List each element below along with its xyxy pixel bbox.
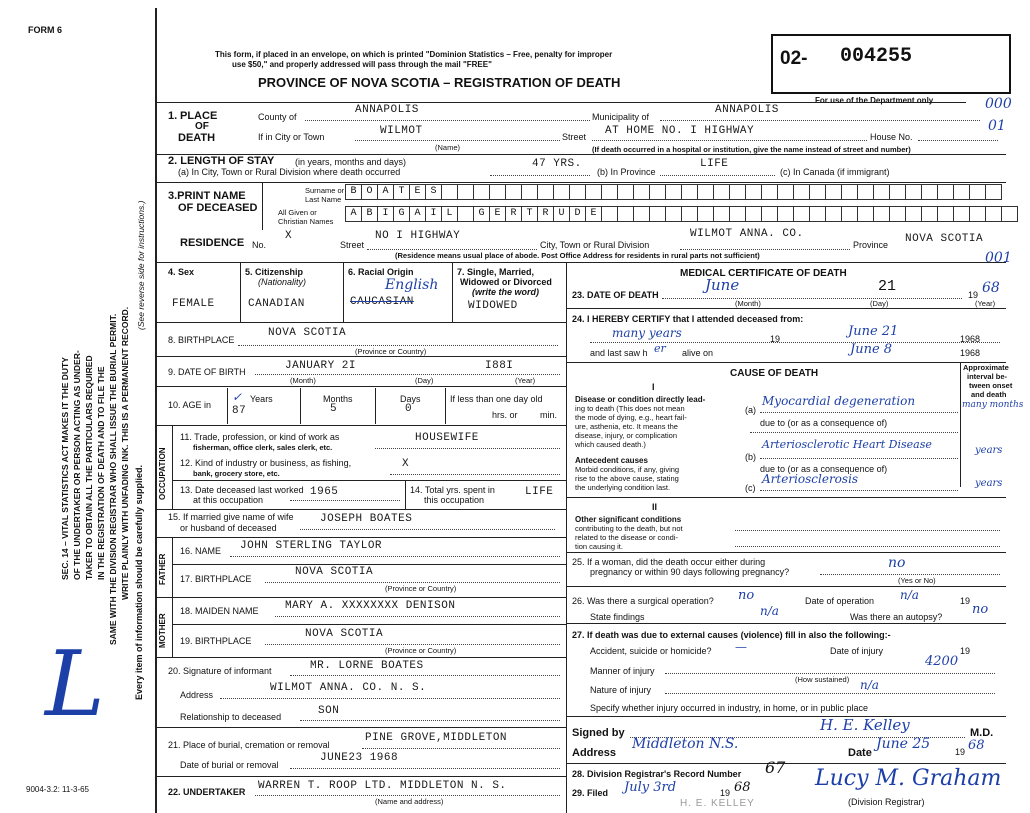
dept-code-1: 000 <box>985 96 1012 112</box>
stay-b-value: LIFE <box>700 158 729 170</box>
given-letter: A <box>409 206 426 222</box>
q25-sublabel: (Yes or No) <box>898 576 936 585</box>
cause-c-label: (c) <box>745 483 756 493</box>
burial-date-label: Date of burial or removal <box>180 760 279 770</box>
op-date-label: Date of operation <box>805 596 875 606</box>
reg-number: 004255 <box>840 45 913 68</box>
signer-address-label: Address <box>572 747 617 759</box>
informant-address-label: Address <box>180 690 214 700</box>
age-label: 10. AGE in <box>168 400 212 410</box>
stay-label: 2. LENGTH OF STAY <box>168 155 275 167</box>
signer-date-label: Date <box>848 747 872 759</box>
dob-monthday: JANUARY 2I <box>285 360 357 372</box>
trade-label-1: 11. Trade, profession, or kind of work as <box>180 432 340 442</box>
direct-sub-1: ing to death (This does not mean <box>575 404 685 413</box>
interval-a: many months <box>962 400 1024 410</box>
surname-boxes <box>345 184 1001 200</box>
other-sub-1: contributing to the death, but not <box>575 524 683 533</box>
manner-label: Manner of injury <box>590 666 655 676</box>
dod-day-label: (Day) <box>870 299 889 308</box>
alive-on: June 8 <box>850 342 893 357</box>
medical-title: MEDICAL CERTIFICATE OF DEATH <box>680 268 847 279</box>
dob-label: 9. DATE OF BIRTH <box>168 367 246 377</box>
spouse-label-1: 15. If married give name of wife <box>168 512 294 522</box>
given-letter: I <box>377 206 394 222</box>
city-value: WILMOT <box>380 125 423 137</box>
q29-label: 29. Filed <box>572 788 609 798</box>
filed-year: 68 <box>734 780 751 795</box>
dod-year: 68 <box>982 280 1000 296</box>
direct-sub-5: which caused death.) <box>575 440 646 449</box>
approx-label-1: Approximate <box>963 363 1009 372</box>
total-years-value: LIFE <box>525 486 554 498</box>
father-birthplace: NOVA SCOTIA <box>295 566 374 578</box>
other-sub-2: related to the disease or condi- <box>575 533 678 542</box>
reg-prefix: 02- <box>780 48 808 69</box>
given-letter: A <box>345 206 362 222</box>
stay-sublabel: (in years, months and days) <box>295 157 407 167</box>
mother-birthplace: NOVA SCOTIA <box>305 628 384 640</box>
header-intro-2: use $50," and properly addressed will pass through the mail "FREE" <box>232 60 492 69</box>
industry-value: X <box>402 458 410 470</box>
interval-b: years <box>975 445 1003 456</box>
main-frame-left <box>155 8 157 813</box>
citizenship-value: CANADIAN <box>248 298 305 310</box>
injury-date-label: Date of injury <box>830 646 884 656</box>
given-letter <box>457 206 474 222</box>
age-months-label: Months <box>323 394 353 404</box>
accident-label: Accident, suicide or homicide? <box>590 646 712 656</box>
given-label-2: Christian Names <box>278 217 334 226</box>
informant-rel-label: Relationship to deceased <box>180 712 282 722</box>
dob-year-label: (Year) <box>515 376 536 385</box>
cause-b: Arteriosclerotic Heart Disease <box>762 438 932 451</box>
age-under-label-1: If less than one day old <box>450 394 543 404</box>
place-label-death: DEATH <box>178 132 216 144</box>
cause-a-label: (a) <box>745 405 756 415</box>
surname-letter: E <box>409 184 426 200</box>
cause-c: Arteriosclerosis <box>762 472 859 486</box>
approx-label-4: and death <box>971 390 1007 399</box>
birthplace-label: 8. BIRTHPLACE <box>168 335 235 345</box>
informant-relationship: SON <box>318 705 340 717</box>
informant-sig-label: 20. Signature of informant <box>168 666 272 676</box>
birthplace-value: NOVA SCOTIA <box>268 327 347 339</box>
given-letter: G <box>393 206 410 222</box>
given-letter: E <box>585 206 602 222</box>
op-date-19: 19 <box>960 596 971 606</box>
place-label: PLACE <box>180 110 218 122</box>
findings-value: n/a <box>760 604 779 618</box>
residence-province: NOVA SCOTIA <box>905 233 984 245</box>
father-name: JOHN STERLING TAYLOR <box>240 540 383 552</box>
city-label: If in City or Town <box>258 132 325 142</box>
antecedent-sub-1: Morbid conditions, if any, giving <box>575 465 680 474</box>
stay-a-label: (a) In City, Town or Rural Division where death occurred <box>178 167 401 177</box>
registrar-label: (Division Registrar) <box>848 797 925 807</box>
residence-street-label: Street <box>340 240 365 250</box>
last-saw-label: and last saw h <box>590 348 648 358</box>
street-label: Street <box>562 132 587 142</box>
spouse-value: JOSEPH BOATES <box>320 513 413 525</box>
filed-year-prefix: 19 <box>720 788 731 798</box>
name-label-1: 3.PRINT NAME <box>168 190 246 202</box>
dod-month-label: (Month) <box>735 299 761 308</box>
q26-value: no <box>738 588 755 603</box>
dod-day: 21 <box>878 278 897 295</box>
trade-value: HOUSEWIFE <box>415 432 479 444</box>
given-letter: L <box>441 206 458 222</box>
q28-label: 28. Division Registrar's Record Number <box>572 769 742 779</box>
q27-label: 27. If death was due to external causes (violence) fill in also the following:- <box>572 630 891 640</box>
antecedent-label: Antecedent causes <box>575 456 648 465</box>
margin-initial: L <box>45 632 105 737</box>
house-label: House No. <box>870 132 913 142</box>
direct-sub-3: ure, asthenia, etc. It means the <box>575 422 678 431</box>
industry-label-1: 12. Kind of industry or business, as fishing, <box>180 458 352 468</box>
registrar-signature: Lucy M. Graham <box>815 766 1002 791</box>
nature-label: Nature of injury <box>590 685 652 695</box>
certify-label: 24. I HEREBY CERTIFY that I attended deceased from: <box>572 314 804 324</box>
age-checkmark: ✓ <box>232 390 243 404</box>
racial-struck: CAUCASIAN <box>350 296 414 308</box>
injury-date-19: 19 <box>960 646 971 656</box>
citizenship-sublabel: (Nationality) <box>258 277 307 287</box>
cause-a: Myocardial degeneration <box>762 394 916 408</box>
mother-maiden-label: 18. MAIDEN NAME <box>180 606 259 616</box>
op-date: n/a <box>900 588 919 602</box>
surname-label-1: Surname or <box>305 186 345 195</box>
dept-use-label: For use of the Department only <box>815 96 934 105</box>
burial-place-label: 21. Place of burial, cremation or removal <box>168 740 330 750</box>
due-to-label-1: due to (or as a consequence of) <box>760 418 888 428</box>
father-birthplace-label: 17. BIRTHPLACE <box>180 574 252 584</box>
given-letter: G <box>473 206 490 222</box>
margin-line-7: (See reverse side for instructions.) <box>136 200 146 330</box>
sex-value: FEMALE <box>172 298 215 310</box>
dob-day-label: (Day) <box>415 376 434 385</box>
industry-label-2: bank, grocery store, etc. <box>193 469 280 478</box>
hospital-note: (If death occurred in a hospital or institution, give the name instead of street and number) <box>592 145 911 154</box>
residence-no-label: No. <box>252 240 267 250</box>
section-i: I <box>652 382 655 392</box>
specify-label: Specify whether injury occurred in industry, in home, or in public place <box>590 703 868 713</box>
age-under-label-2: hrs. or <box>492 410 518 420</box>
burial-place: PINE GROVE,MIDDLETON <box>365 732 508 744</box>
antecedent-sub-2: rise to the above cause, stating <box>575 474 679 483</box>
total-years-label-1: 14. Total yrs. spent in <box>410 485 495 495</box>
margin-line-3: TAKER TO OBTAIN ALL THE PARTICULARS REQUIRED <box>84 355 94 580</box>
direct-sub-2: the mode of dying, e.g., heart fail- <box>575 413 687 422</box>
surname-letter: T <box>393 184 410 200</box>
q26-label: 26. Was there a surgical operation? <box>572 596 714 606</box>
attended-from: many years <box>612 326 682 340</box>
section-ii: II <box>652 502 658 512</box>
age-days: 0 <box>405 403 413 415</box>
municipality-label: Municipality of <box>592 112 650 122</box>
undertaker-sublabel: (Name and address) <box>375 797 444 806</box>
manner-value: 4200 <box>925 654 959 669</box>
age-years: 87 <box>232 405 247 417</box>
citizenship-label: 5. Citizenship <box>245 267 304 277</box>
antecedent-sub-3: the underlying condition last. <box>575 483 671 492</box>
doctor-stamp: H. E. KELLEY <box>680 798 755 809</box>
birthplace-sublabel: (Province or Country) <box>355 347 427 356</box>
residence-city-label: City, Town or Rural Division <box>540 240 650 250</box>
surname-letter: O <box>361 184 378 200</box>
street-value: AT HOME NO. I HIGHWAY <box>605 125 755 137</box>
spouse-label-2: or husband of deceased <box>180 523 277 533</box>
alive-year: 1968 <box>960 348 981 358</box>
attended-19: 19 <box>770 334 781 344</box>
informant-address: WILMOT ANNA. CO. N. S. <box>270 682 427 694</box>
signed-value: H. E. Kelley <box>820 716 910 734</box>
form-title: PROVINCE OF NOVA SCOTIA – REGISTRATION OF DEATH <box>258 75 621 90</box>
autopsy-value: no <box>972 602 989 617</box>
age-under-label-3: min. <box>540 410 558 420</box>
sex-label: 4. Sex <box>168 267 195 277</box>
undertaker-value: WARREN T. ROOP LTD. MIDDLETON N. S. <box>258 780 507 792</box>
last-saw-mid: er <box>654 342 666 355</box>
signer-address: Middleton N.S. <box>632 736 739 752</box>
county-label: County of <box>258 112 297 122</box>
given-letter: I <box>425 206 442 222</box>
age-years-label: Years <box>250 394 273 404</box>
dob-month-label: (Month) <box>290 376 316 385</box>
how-sustained-label: (How sustained) <box>795 675 850 684</box>
marital-label-1: 7. Single, Married, <box>457 267 535 277</box>
surname-letter: A <box>377 184 394 200</box>
findings-label: State findings <box>590 612 645 622</box>
form-number: FORM 6 <box>28 25 63 35</box>
mother-birthplace-sublabel: (Province or Country) <box>385 646 457 655</box>
dod-month: June <box>705 276 740 294</box>
given-letter: U <box>553 206 570 222</box>
racial-written: English <box>385 277 439 293</box>
md-label: M.D. <box>970 727 994 739</box>
given-letter: D <box>569 206 586 222</box>
margin-line-8: Every item of information should be carefully supplied. <box>134 464 144 700</box>
last-worked-label-2: at this occupation <box>193 495 264 505</box>
dept-code-3: 001 <box>985 250 1012 266</box>
interval-c: years <box>975 478 1003 489</box>
q25-label-1: 25. If a woman, did the death occur either during <box>572 557 766 567</box>
margin-line-2: OF THE UNDERTAKER OR PERSON ACTING AS UNDER- <box>72 350 82 580</box>
approx-label-2: interval be- <box>967 372 1008 381</box>
mother-birthplace-label: 19. BIRTHPLACE <box>180 636 252 646</box>
record-number: 67 <box>765 758 786 777</box>
given-label-1: All Given or <box>278 208 317 217</box>
burial-date: JUNE23 1968 <box>320 752 399 764</box>
header-intro-1: This form, if placed in an envelope, on which is printed "Dominion Statistics – Free, penalty for improper <box>215 50 613 59</box>
autopsy-label: Was there an autopsy? <box>850 612 943 622</box>
other-sub-3: tion causing it. <box>575 542 623 551</box>
father-name-label: 16. NAME <box>180 546 222 556</box>
total-years-label-2: this occupation <box>424 495 485 505</box>
margin-line-5: SAME WITH THE DIVISION REGISTRAR WHO SHALL ISSUE THE BURIAL PERMIT. <box>108 313 118 645</box>
margin-line-4: IN THE REGISTRATION OF DEATH AND TO FILE THE <box>96 366 106 580</box>
municipality-value: ANNAPOLIS <box>715 104 779 116</box>
direct-label: Disease or condition directly lead- <box>575 395 706 404</box>
father-side-label: FATHER <box>158 553 167 585</box>
dod-year-label: (Year) <box>975 299 996 308</box>
mother-maiden: MARY A. XXXXXXXX DENISON <box>285 600 456 612</box>
attended-to: June 21 <box>848 324 899 339</box>
residence-street: NO I HIGHWAY <box>375 230 461 242</box>
informant-name: MR. LORNE BOATES <box>310 660 424 672</box>
signer-date-year: 68 <box>968 738 985 753</box>
margin-line-6: WRITE PLAINLY WITH UNFADING INK. THIS IS A PERMANENT RECORD. <box>120 306 130 600</box>
surname-letter: S <box>425 184 442 200</box>
marital-label-2: Widowed or Divorced <box>460 277 552 287</box>
cause-title: CAUSE OF DEATH <box>730 368 819 379</box>
undertaker-label: 22. UNDERTAKER <box>168 787 246 797</box>
signer-date: June 25 <box>876 736 931 752</box>
county-value: ANNAPOLIS <box>355 104 419 116</box>
racial-label: 6. Racial Origin <box>348 267 414 277</box>
cause-b-label: (b) <box>745 452 756 462</box>
attended-to-year: 1968 <box>960 334 981 344</box>
place-label-of: OF <box>195 121 209 132</box>
stay-b-label: (b) In Province <box>597 167 656 177</box>
alive-label: alive on <box>682 348 714 358</box>
dept-code-2: 01 <box>988 118 1006 134</box>
dod-year-prefix: 19 <box>968 290 979 300</box>
given-letter: B <box>361 206 378 222</box>
city-name-sublabel: (Name) <box>435 143 461 152</box>
stay-a-value: 47 YRS. <box>532 158 582 170</box>
given-letter: T <box>521 206 538 222</box>
approx-label-3: tween onset <box>969 381 1013 390</box>
last-worked-value: 1965 <box>310 486 339 498</box>
dod-label: 23. DATE OF DEATH <box>572 290 659 300</box>
due-to-label-2: due to (or as a consequence of) <box>760 464 888 474</box>
residence-city: WILMOT ANNA. CO. <box>690 228 804 240</box>
surname-letter: B <box>345 184 362 200</box>
given-name-boxes <box>345 206 1017 222</box>
q25-label-2: pregnancy or within 90 days following pregnancy? <box>590 567 790 577</box>
residence-note: (Residence means usual place of abode. Post Office Address for residents in rural parts not sufficient) <box>395 251 760 260</box>
direct-sub-4: disease, injury, or complication <box>575 431 677 440</box>
q25-value: no <box>888 555 906 571</box>
dob-year: I88I <box>485 360 514 372</box>
signed-label: Signed by <box>572 727 625 739</box>
nature-value: n/a <box>860 678 879 692</box>
other-label: Other significant conditions <box>575 515 682 524</box>
residence-no: X <box>285 230 293 242</box>
place-label-num: 1. <box>168 110 178 122</box>
occupation-side-label: OCCUPATION <box>158 447 167 500</box>
age-days-label: Days <box>400 394 421 404</box>
accident-value: — <box>735 640 747 654</box>
father-birthplace-sublabel: (Province or Country) <box>385 584 457 593</box>
age-months: 5 <box>330 403 338 415</box>
margin-line-1: SEC. 14 – VITAL STATISTICS ACT MAKES IT THE DUTY <box>60 357 70 580</box>
residence-province-label: Province <box>853 240 889 250</box>
mother-side-label: MOTHER <box>158 613 167 648</box>
last-worked-label-1: 13. Date deceased last worked <box>180 485 304 495</box>
name-label-2: OF DECEASED <box>178 202 258 214</box>
marital-label-3: (write the word) <box>472 287 539 297</box>
marital-value: WIDOWED <box>468 300 518 312</box>
stay-c-label: (c) In Canada (if immigrant) <box>780 167 890 177</box>
given-letter: R <box>505 206 522 222</box>
signer-date-year-prefix: 19 <box>955 747 966 757</box>
filed-date: July 3rd <box>624 780 677 795</box>
given-letter: E <box>489 206 506 222</box>
surname-label-2: Last Name <box>305 195 342 204</box>
trade-label-2: fisherman, office clerk, sales clerk, etc. <box>193 443 333 452</box>
given-letter: R <box>537 206 554 222</box>
residence-label: RESIDENCE <box>180 237 245 249</box>
form-code: 9004-3.2: 11-3-65 <box>26 785 90 794</box>
